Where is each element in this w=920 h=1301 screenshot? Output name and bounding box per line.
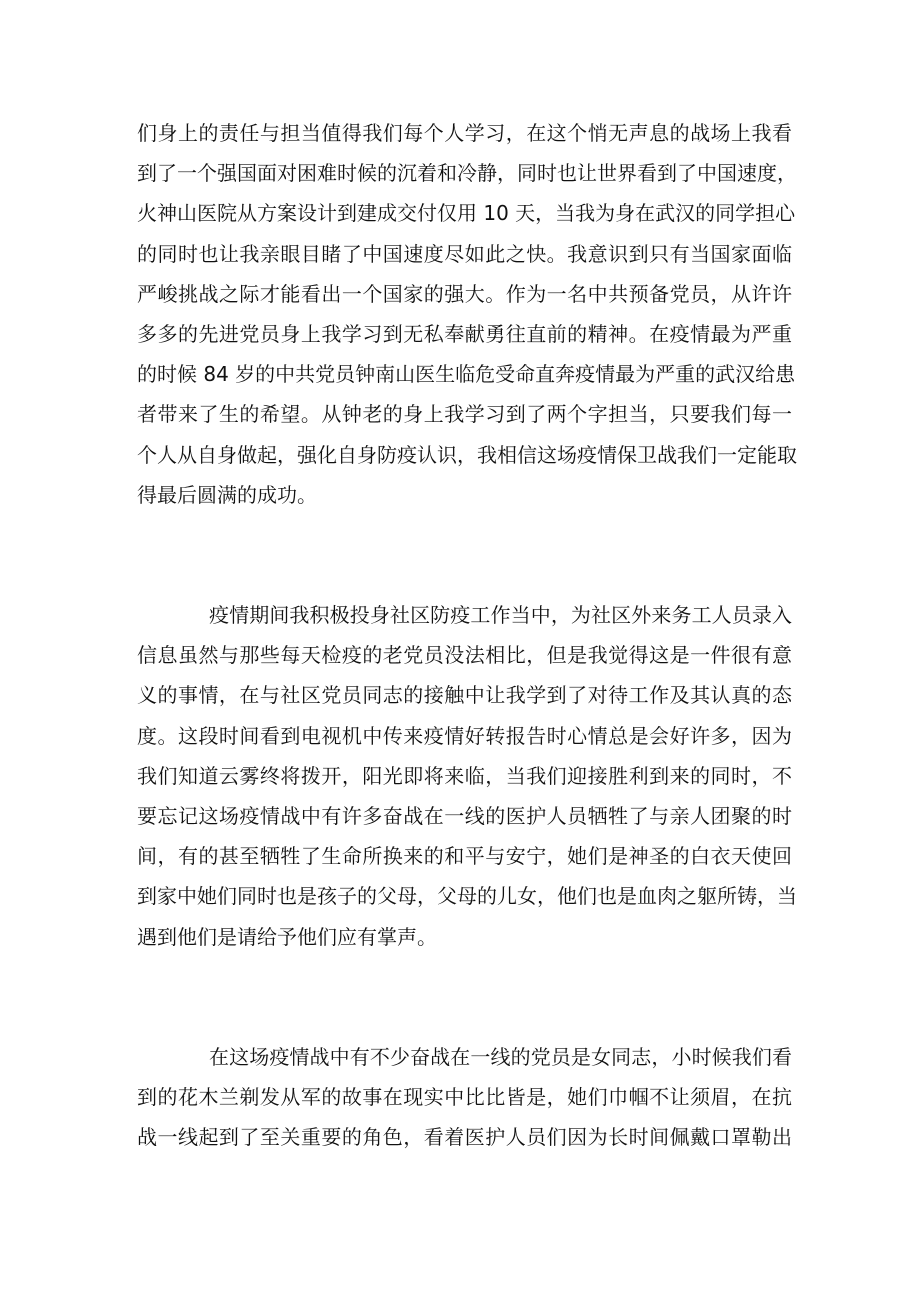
text-line: 严峻挑战之际才能看出一个国家的强大。作为一名中共预备党员，从许许: [137, 281, 792, 306]
text-line: 战一线起到了至关重要的角色，看着医护人员们因为长时间佩戴口罩勒出: [137, 1125, 792, 1150]
text-line: 间，有的甚至牺牲了生命所换来的和平与安宁，她们是神圣的白衣天使回: [137, 844, 792, 869]
text-line: 多多的先进党员身上我学习到无私奉献勇往直前的精神。在疫情最为严重: [137, 321, 792, 346]
text-line: 们身上的责任与担当值得我们每个人学习，在这个悄无声息的战场上我看: [137, 121, 792, 145]
text-line: 遇到他们是请给予他们应有掌声。: [137, 924, 437, 949]
text-line: 在这场疫情战中有不少奋战在一线的党员是女同志，小时候我们看: [209, 1045, 792, 1069]
text-line: 我们知道云雾终将拨开，阳光即将来临，当我们迎接胜利到来的同时，不: [137, 763, 792, 788]
text-line: 信息虽然与那些每天检疫的老党员没法相比，但是我觉得这是一件很有意: [137, 643, 792, 668]
paragraph-2: [137, 595, 797, 957]
text-line: 的同时也让我亲眼目睹了中国速度尽如此之快。我意识到只有当国家面临: [137, 241, 792, 266]
text-line: 度。这段时间看到电视机中传来疫情好转报告时心情总是会好许多，因为: [137, 723, 792, 748]
text-line: 要忘记这场疫情战中有许多奋战在一线的医护人员牺牲了与亲人团聚的时: [137, 803, 792, 828]
paragraph-1: [137, 113, 797, 515]
text-line: 得最后圆满的成功。: [137, 482, 317, 507]
text-line: 的时候 84 岁的中共党员钟南山医生临危受命直奔疫情最为严重的武汉给患: [137, 362, 796, 387]
text-line: 到了一个强国面对困难时候的沉着和冷静，同时也让世界看到了中国速度，: [137, 161, 797, 186]
text-line: 到的花木兰剃发从军的故事在现实中比比皆是，她们巾帼不让须眉，在抗: [137, 1085, 792, 1110]
text-line: 到家中她们同时也是孩子的父母，父母的儿女，他们也是血肉之躯所铸，当: [137, 884, 797, 909]
text-line: 疫情期间我积极投身社区防疫工作当中，为社区外来务工人员录入: [209, 603, 792, 627]
text-line: 者带来了生的希望。从钟老的身上我学习到了两个字担当，只要我们每一: [137, 402, 792, 427]
text-line: 个人从自身做起，强化自身防疫认识，我相信这场疫情保卫战我们一定能取: [137, 442, 797, 467]
text-line: 义的事情，在与社区党员同志的接触中让我学到了对待工作及其认真的态: [137, 683, 792, 708]
paragraph-3: [137, 1037, 792, 1158]
text-line: 火神山医院从方案设计到建成交付仅用 10 天，当我为身在武汉的同学担心: [137, 201, 796, 226]
